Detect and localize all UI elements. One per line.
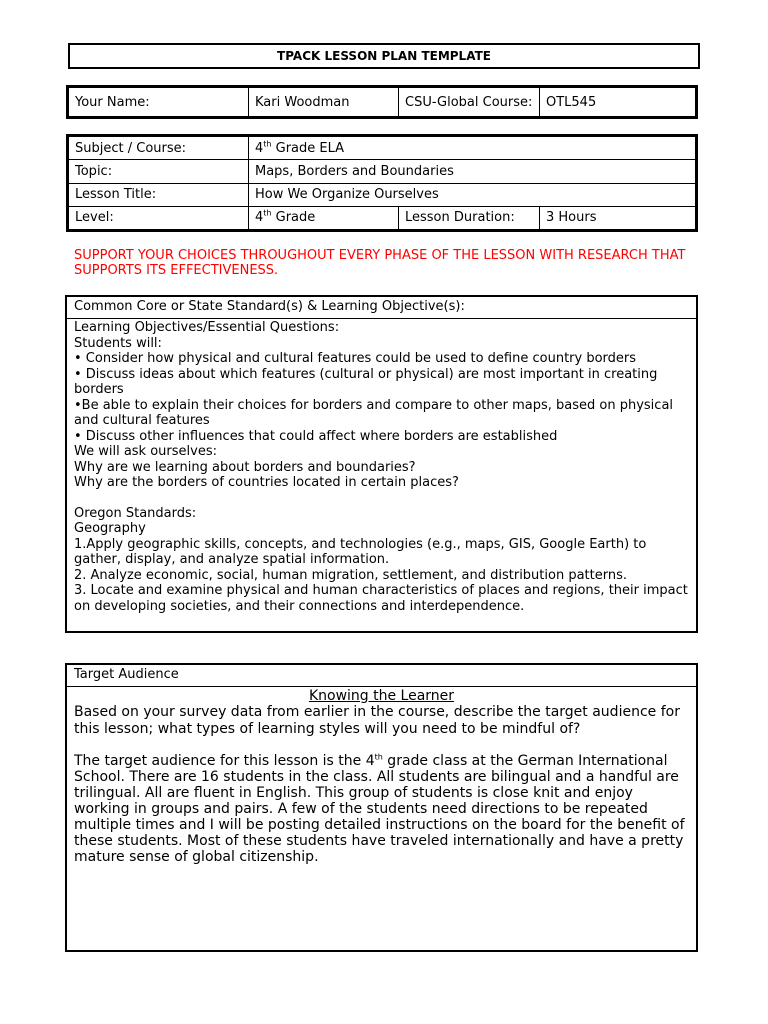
audience-heading: Target Audience (67, 665, 696, 687)
level-value: 4th Grade (249, 206, 399, 229)
objectives-line: Why are we learning about borders and boundaries? (74, 459, 416, 475)
audience-subheading: Knowing the Learner (308, 688, 455, 704)
subject-label: Subject / Course: (69, 137, 249, 160)
audience-body (67, 687, 696, 950)
objectives-line: • Discuss ideas about which features (cultural or physical) are most important in creating borders (74, 366, 662, 397)
duration-value: 3 Hours (540, 206, 696, 229)
topic-label: Topic: (69, 160, 249, 183)
oregon-line: 2. Analyze economic, social, human migration, settlement, and distribution patterns. (74, 567, 628, 583)
name-value: Kari Woodman (249, 88, 399, 117)
objectives-line: Why are the borders of countries located in certain places? (74, 475, 459, 490)
lesson-title-value: How We Organize Ourselves (249, 183, 696, 206)
subject-value: 4th Grade ELA (249, 137, 696, 160)
topic-value: Maps, Borders and Boundaries (249, 160, 696, 183)
objectives-line: Learning Objectives/Essential Questions: (74, 320, 340, 335)
audience-answer: The target audience for this lesson is the 4th grade class at the German International School. There are 16 students in the class. All students are bilingual and a handful are trilingual. All are fluent in English. This group of students is close knit and enjoy working in groups and pairs. A few of the students need directions to be repeated multiple times and I will be posting detailed instructions on the board for the benefit of these students. Most of these students have traveled internationally and have a pretty mature sense of global citizenship. (74, 752, 685, 865)
template-title: TPACK LESSON PLAN TEMPLATE (68, 43, 700, 69)
objectives-line: We will ask ourselves: (74, 444, 217, 459)
oregon-line: Geography (74, 521, 146, 536)
course-label: CSU-Global Course: (399, 88, 540, 117)
objectives-line: Students will: (74, 335, 162, 351)
standards-section (65, 295, 698, 633)
duration-label: Lesson Duration: (399, 206, 540, 229)
name-label: Your Name: (69, 88, 249, 117)
audience-prompt: Based on your survey data from earlier in the course, describe the target audience for this lesson; what types of learning styles will you need to be mindful of? (74, 704, 680, 737)
research-note: SUPPORT YOUR CHOICES THROUGHOUT EVERY PHASE OF THE LESSON WITH RESEARCH THAT SUPPORTS ITS EFFECTIVENESS. (74, 248, 686, 278)
course-value: OTL545 (540, 88, 696, 117)
oregon-line: 1.Apply geographic skills, concepts, and technologies (e.g., maps, GIS, Google Earth) to gather, display, and analyze spatial information. (74, 536, 651, 567)
objectives-line: • Discuss other influences that could affect where borders are established (74, 428, 558, 444)
oregon-line: 3. Locate and examine physical and human characteristics of places and regions, their impact on developing societies, and their connections and interdependence. (74, 583, 692, 614)
objectives-line: • Consider how physical and cultural features could be used to define country borders (74, 351, 637, 366)
objectives-line: •Be able to explain their choices for borders and compare to other maps, based on physical and cultural features (74, 397, 678, 428)
lesson-title-label: Lesson Title: (69, 183, 249, 206)
standards-heading: Common Core or State Standard(s) & Learning Objective(s): (67, 297, 696, 319)
level-label: Level: (69, 206, 249, 229)
oregon-line: Oregon Standards: (74, 505, 197, 521)
details-table (66, 134, 698, 232)
info-table (66, 85, 698, 119)
standards-body (67, 319, 696, 631)
audience-section (65, 663, 698, 952)
